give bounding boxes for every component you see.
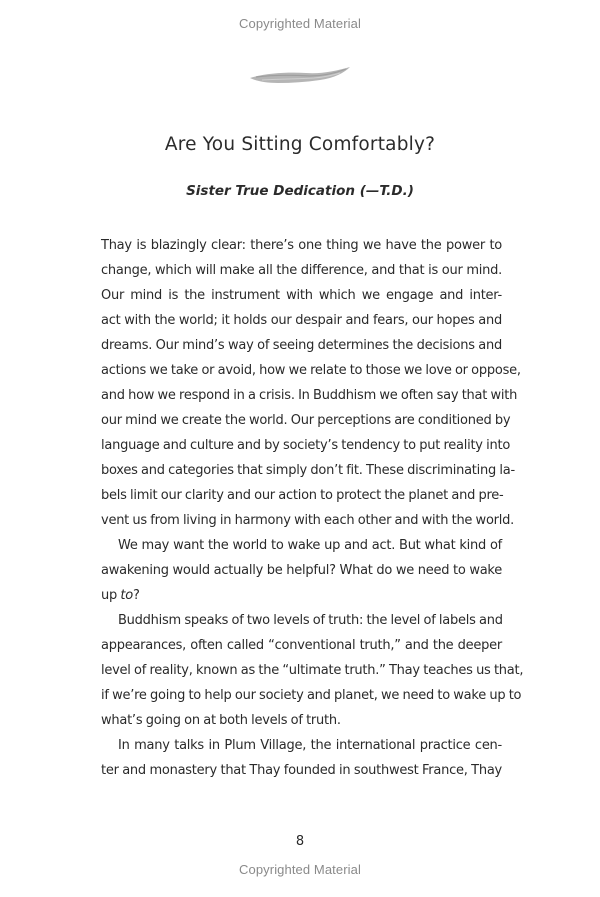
text-line: boxes and categories that simply don’t fit. These discriminating la- bbox=[101, 463, 515, 478]
text-fragment: ? bbox=[132, 588, 140, 603]
text-line: We may want the world to wake up and act. But what kind of bbox=[118, 538, 502, 553]
chapter-author: Sister True Dedication (—T.D.) bbox=[186, 183, 414, 199]
text-line-with-emphasis bbox=[101, 583, 502, 608]
text-line: dreams. Our mind’s way of seeing determines the decisions and bbox=[101, 338, 502, 353]
text-line: ter and monastery that Thay founded in southwest France, Thay bbox=[101, 763, 502, 778]
body-text bbox=[101, 233, 524, 783]
text-line: what’s going on at both levels of truth. bbox=[101, 713, 341, 728]
text-line: language and culture and by society’s tendency to put reality into bbox=[101, 438, 511, 453]
text-line: change, which will make all the difference, and that is our mind. bbox=[101, 263, 502, 278]
text-line: and how we respond in a crisis. In Buddhism we often say that with bbox=[101, 388, 518, 403]
text-line: level of reality, known as the “ultimate truth.” Thay teaches us that, bbox=[101, 663, 524, 678]
text-line: actions we take or avoid, how we relate to those we love or oppose, bbox=[101, 363, 521, 378]
text-line: Thay is blazingly clear: there’s one thing we have the power to bbox=[101, 238, 502, 253]
text-line: Buddhism speaks of two levels of truth: the level of labels and bbox=[118, 613, 503, 628]
page-number: 8 bbox=[295, 834, 305, 849]
text-line: appearances, often called “conventional truth,” and the deeper bbox=[101, 638, 502, 653]
brush-stroke-icon bbox=[248, 64, 352, 90]
text-line: awakening would actually be helpful? What do we need to wake bbox=[101, 563, 502, 578]
copyright-notice-top: Copyrighted Material bbox=[239, 16, 361, 31]
text-line: if we’re going to help our society and planet, we need to wake up to bbox=[101, 688, 522, 703]
text-line: bels limit our clarity and our action to protect the planet and pre- bbox=[101, 488, 504, 503]
text-line: act with the world; it holds our despair and fears, our hopes and bbox=[101, 313, 502, 328]
text-line: vent us from living in harmony with each other and with the world. bbox=[101, 513, 514, 528]
text-fragment: up bbox=[101, 588, 121, 603]
text-line: Our mind is the instrument with which we engage and inter- bbox=[101, 288, 502, 303]
emphasis-word: to bbox=[120, 588, 133, 603]
chapter-title: Are You Sitting Comfortably? bbox=[164, 134, 436, 155]
text-line: In many talks in Plum Village, the international practice cen- bbox=[118, 738, 502, 753]
text-line: our mind we create the world. Our perceptions are conditioned by bbox=[101, 413, 511, 428]
copyright-notice-bottom: Copyrighted Material bbox=[239, 862, 361, 877]
